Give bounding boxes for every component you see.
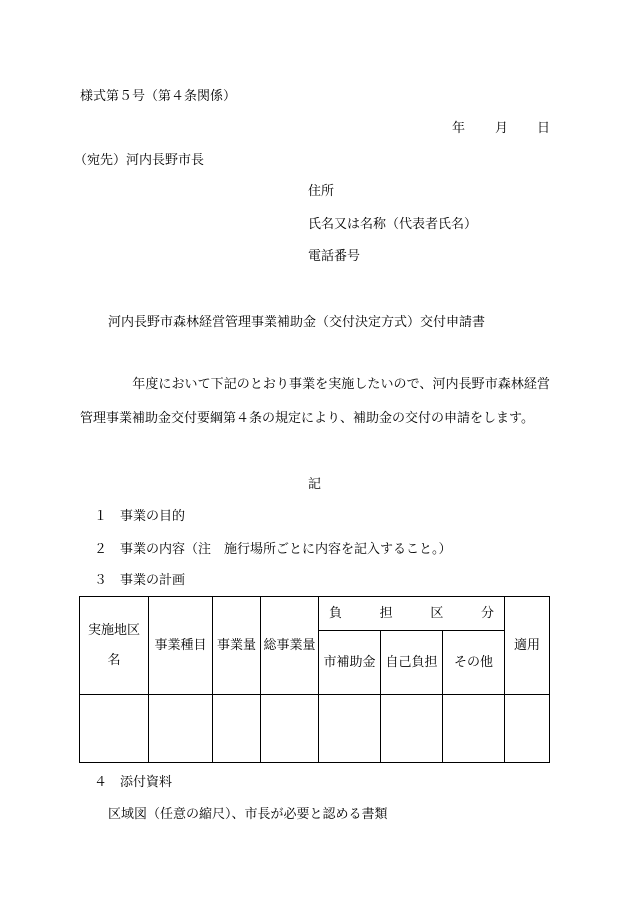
date-day-label: 日 [537,121,551,136]
col-burden-header: 負担区分 [319,597,505,631]
cell-amount[interactable] [213,695,261,763]
name-label: 氏名又は名称（代表者氏名） [308,217,478,232]
cell-area[interactable] [80,695,149,763]
col-type-header: 事業種目 [149,597,213,695]
item-4-detail: 区域図（任意の縮尺）、市長が必要と認める書類 [108,807,388,822]
form-number: 様式第５号（第４条関係） [80,89,237,104]
ki-label: 記 [308,477,322,492]
date-month-label: 月 [495,121,509,136]
plan-table [79,596,550,763]
addressee: （宛先）河内長野市長 [74,153,205,168]
sub-city-header: 市補助金 [319,631,381,695]
cell-city[interactable] [319,695,381,763]
cell-type[interactable] [149,695,213,763]
sub-self-header: 自己負担 [381,631,443,695]
date-year-label: 年 [452,121,466,136]
col-area-header: 実施地区名 [80,597,149,695]
cell-self[interactable] [381,695,443,763]
phone-label: 電話番号 [308,249,361,264]
cell-total[interactable] [261,695,319,763]
address-label: 住所 [308,184,335,199]
col-amount-header: 事業量 [213,597,261,695]
item-3: ３ 事業の計画 [94,573,186,588]
item-1: １ 事業の目的 [94,509,186,524]
sub-other-header: その他 [443,631,505,695]
cell-note[interactable] [505,695,550,763]
item-2: ２ 事業の内容（注 施行場所ごとに内容を記入すること。） [94,542,452,557]
cell-other[interactable] [443,695,505,763]
body-paragraph: 年度において下記のとおり事業を実施したいので、河内長野市森林経営管理事業補助金交付要綱第４条の規定により、補助金の交付の申請をします。 [80,377,550,426]
item-4: ４ 添付資料 [94,775,173,790]
col-total-header: 総事業量 [261,597,319,695]
document-title: 河内長野市森林経営管理事業補助金（交付決定方式）交付申請書 [108,315,486,330]
col-note-header: 適用 [505,597,550,695]
